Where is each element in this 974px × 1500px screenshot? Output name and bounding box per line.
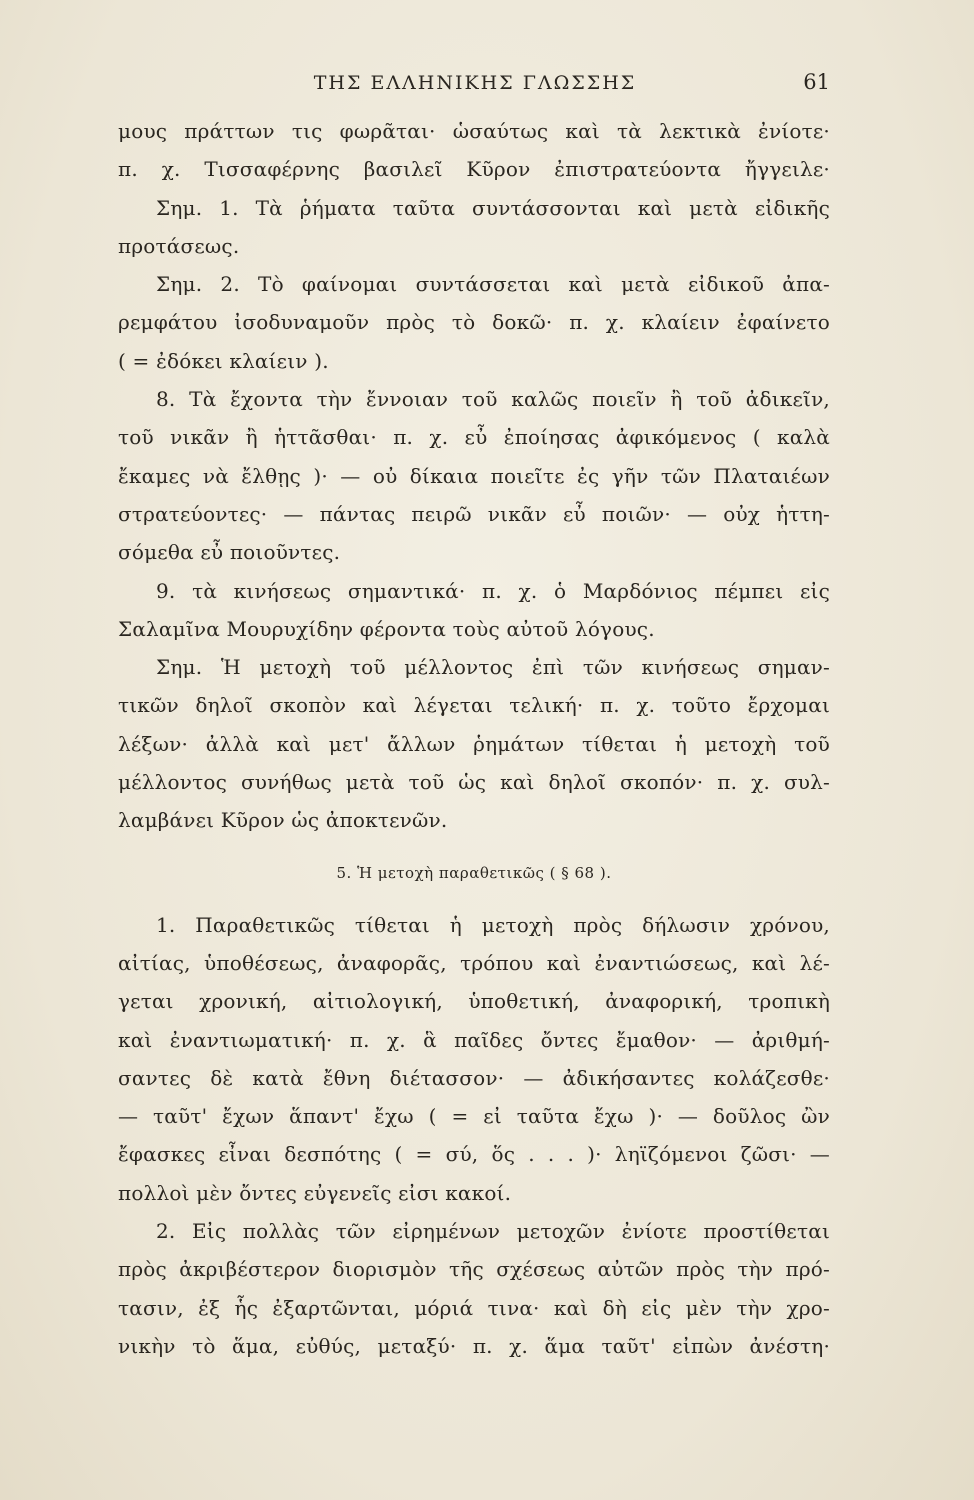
text-line: αἰτίας, ὑποθέσεως, ἀναφορᾶς, τρόπου καὶ ἐναντιώσεως, καὶ λέ- <box>118 950 830 975</box>
text-line: 2. Εἰς πολλὰς τῶν εἰρημένων μετοχῶν ἐνίοτε προστίθεται <box>156 1219 830 1244</box>
body-text <box>118 112 830 1365</box>
text-line: ρεμφάτου ἰσοδυναμοῦν πρὸς τὸ δοκῶ· π. χ. κλαίειν ἐφαίνετο <box>118 310 830 335</box>
text-line: — ταῦτ' ἔχων ἅπαντ' ἔχω ( = εἰ ταῦτα ἔχω )· — δοῦλος ὢν <box>118 1104 830 1129</box>
text-line: πολλοὶ μὲν ὄντες εὐγενεῖς εἰσι κακοί. <box>118 1180 512 1205</box>
text-line: 1. Παραθετικῶς τίθεται ἡ μετοχὴ πρὸς δήλωσιν χρόνου, <box>156 912 830 937</box>
text-line: μέλλοντος συνήθως μετὰ τοῦ ὡς καὶ δηλοῖ σκοπόν· π. χ. συλ- <box>118 770 830 795</box>
text-line: τασιν, ἐξ ἧς ἐξαρτῶνται, μόριά τινα· καὶ δὴ εἰς μὲν τὴν χρο- <box>118 1295 830 1320</box>
text-line: σαντες δὲ κατὰ ἔθνη διέτασσον· — ἀδικήσαντες κολάζεσθε· <box>118 1065 830 1090</box>
text-line: 8. Τὰ ἔχοντα τὴν ἔννοιαν τοῦ καλῶς ποιεῖν ἢ τοῦ ἀδικεῖν, <box>156 387 830 412</box>
section-heading: 5. Ἡ μετοχὴ παραθετικῶς ( § 68 ). <box>336 863 612 882</box>
text-line: λαμβάνει Κῦρον ὡς ἀποκτενῶν. <box>118 808 448 833</box>
text-line: Σημ. 1. Τὰ ῥήματα ταῦτα συντάσσονται καὶ μετὰ εἰδικῆς <box>156 195 830 220</box>
text-line: σόμεθα εὖ ποιοῦντες. <box>118 540 341 565</box>
running-title: ΤΗΣ ΕΛΛΗΝΙΚΗΣ ΓΛΩΣΣΗΣ <box>313 72 637 94</box>
text-line: 9. τὰ κινήσεως σημαντικά· π. χ. ὁ Μαρδόνιος πέμπει εἰς <box>156 578 830 603</box>
text-line: ( = ἐδόκει κλαίειν ). <box>118 348 329 373</box>
text-line: μους πράττων τις φωρᾶται· ὡσαύτως καὶ τὰ λεκτικὰ ἐνίοτε· <box>118 119 830 143</box>
text-line: Σημ. 2. Τὸ φαίνομαι συντάσσεται καὶ μετὰ εἰδικοῦ ἀπα- <box>156 272 830 297</box>
text-line: λέξων· ἀλλὰ καὶ μετ' ἄλλων ῥημάτων τίθεται ἡ μετοχὴ τοῦ <box>118 731 830 756</box>
page-number: 61 <box>803 70 830 94</box>
text-line: πρὸς ἀκριβέστερον διορισμὸν τῆς σχέσεως αὐτῶν πρὸς τὴν πρό- <box>118 1257 830 1282</box>
text-line: νικὴν τὸ ἅμα, εὐθύς, μεταξύ· π. χ. ἅμα ταῦτ' εἰπὼν ἀνέστη· <box>118 1333 830 1358</box>
page-header <box>120 66 830 102</box>
text-line: τικῶν δηλοῖ σκοπὸν καὶ λέγεται τελική· π. χ. τοῦτο ἔρχομαι <box>118 693 830 718</box>
text-line: Σημ. Ἡ μετοχὴ τοῦ μέλλοντος ἐπὶ τῶν κινήσεως σημαν- <box>156 655 830 680</box>
text-line: ἔφασκες εἶναι δεσπότης ( = σύ, ὅς . . . )· ληϊζόμενοι ζῶσι· — <box>118 1142 830 1167</box>
text-line: Σαλαμῖνα Μουρυχίδην φέροντα τοὺς αὐτοῦ λόγους. <box>118 616 655 641</box>
text-line: τοῦ νικᾶν ἢ ἡττᾶσθαι· π. χ. εὖ ἐποίησας ἀφικόμενος ( καλὰ <box>118 425 830 450</box>
text-line: ἔκαμες νὰ ἔλθῃς )· — οὐ δίκαια ποιεῖτε ἐς γῆν τῶν Πλαταιέων <box>118 463 830 488</box>
text-line: γεται χρονική, αἰτιολογική, ὑποθετική, ἀναφορική, τροπικὴ <box>118 989 830 1014</box>
text-line: καὶ ἐναντιωματική· π. χ. ἃ παῖδες ὄντες ἔμαθον· — ἀριθμή- <box>118 1027 830 1052</box>
text-line: π. χ. Τισσαφέρνης βασιλεῖ Κῦρον ἐπιστρατεύοντα ἤγγειλε· <box>118 157 830 182</box>
text-line: στρατεύοντες· — πάντας πειρῶ νικᾶν εὖ ποιῶν· — οὐχ ἡττη- <box>118 501 830 526</box>
text-line: προτάσεως. <box>118 233 240 258</box>
